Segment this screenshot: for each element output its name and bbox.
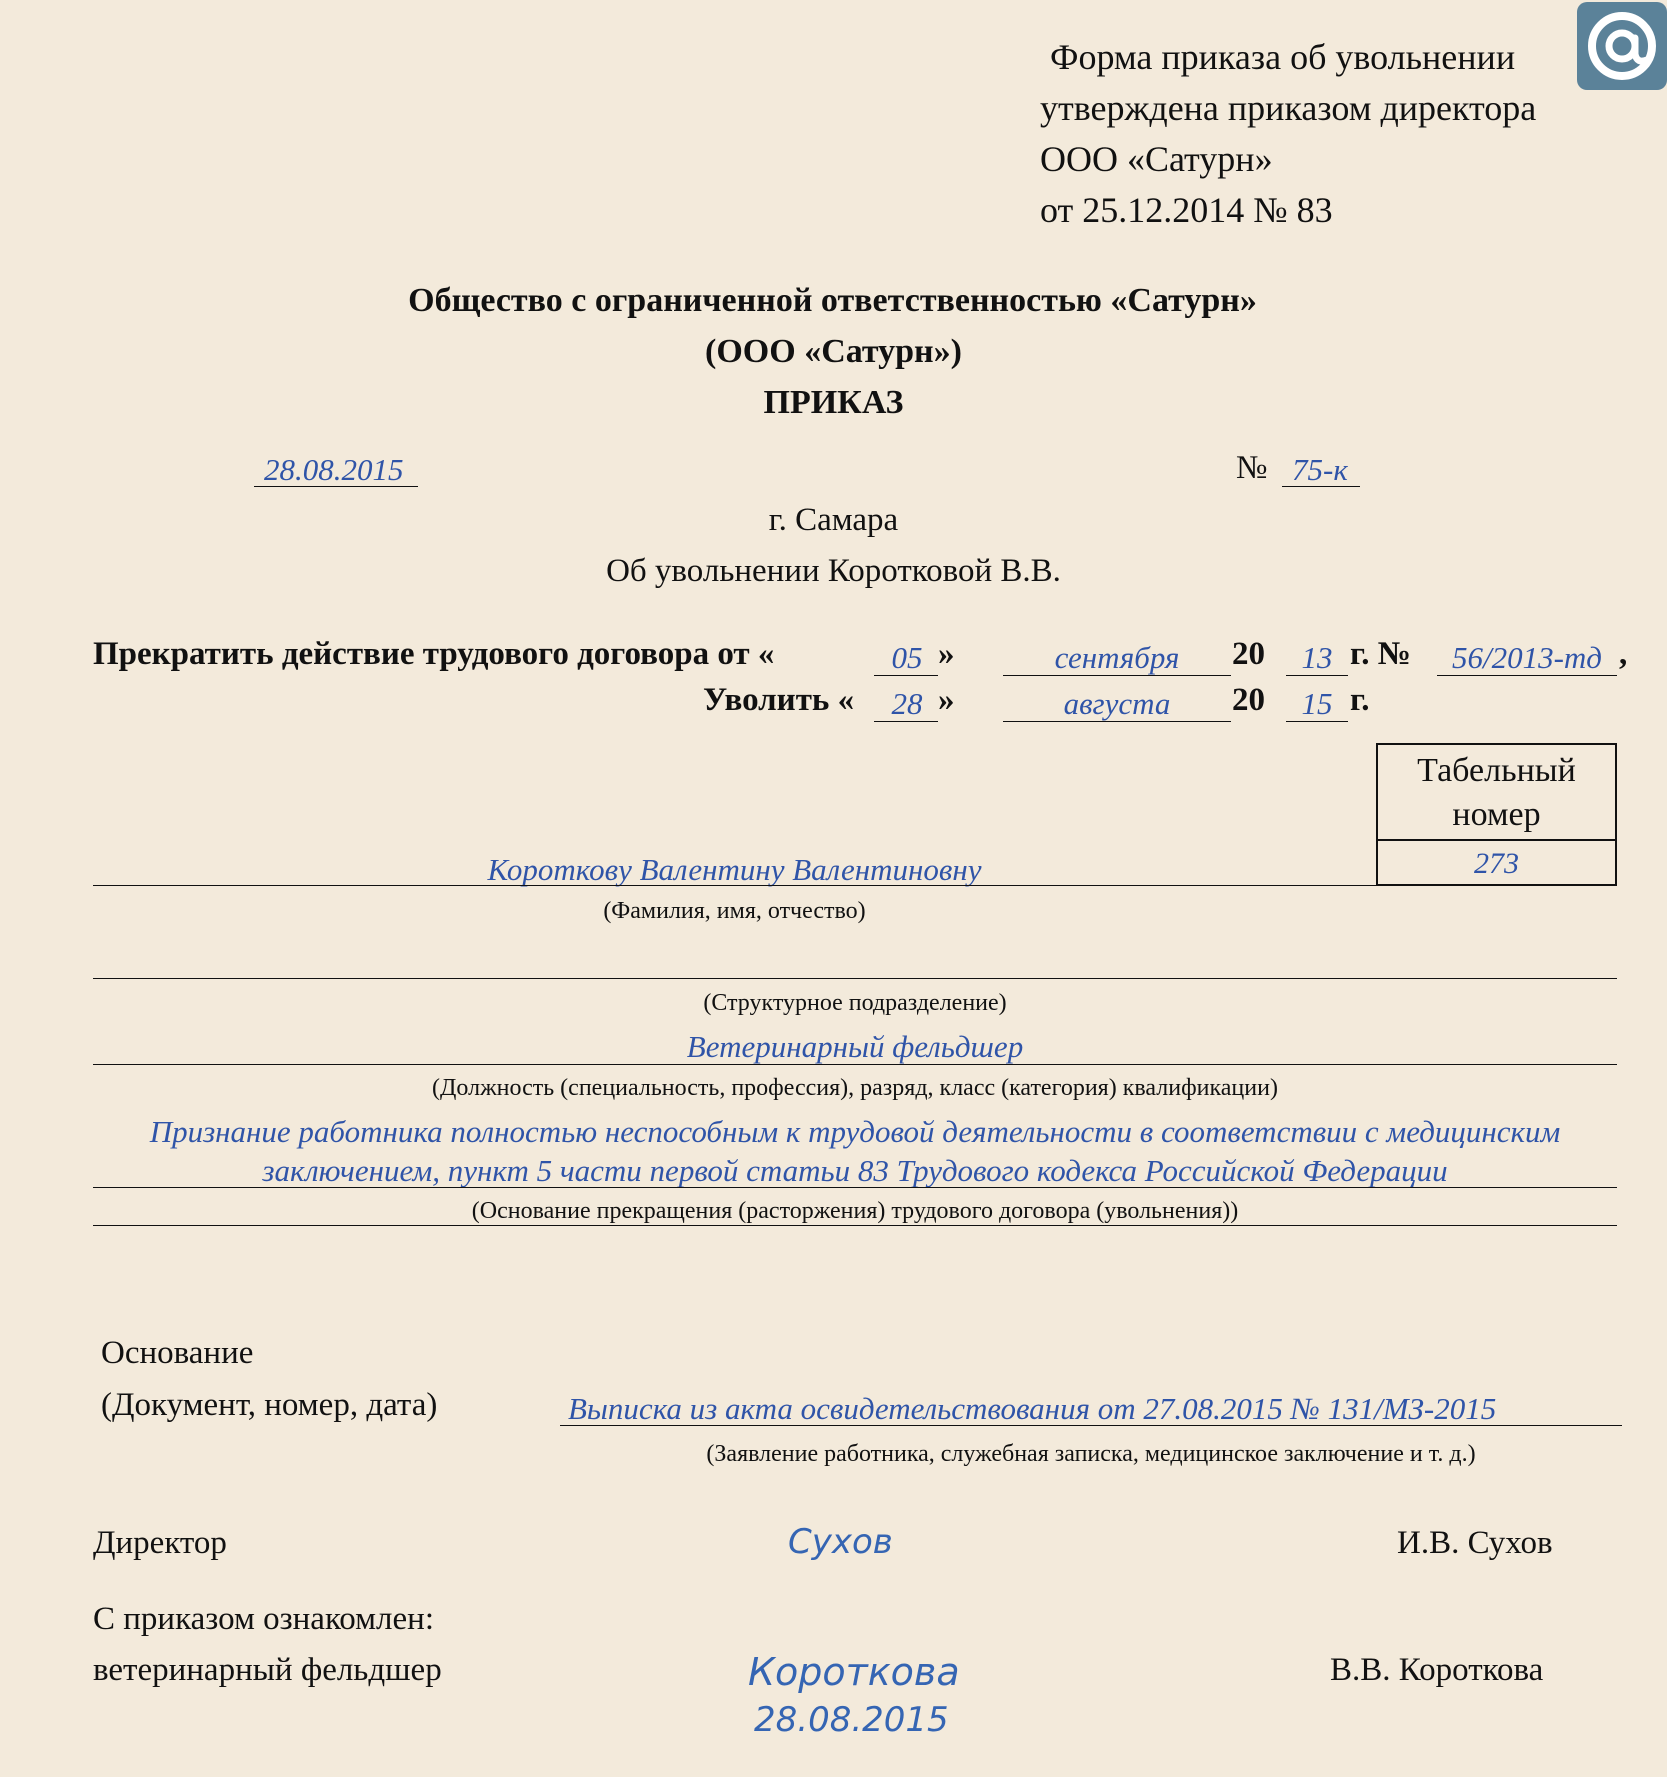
tabnum-value: 273 (1474, 847, 1519, 880)
employee-name: Короткову Валентину Валентиновну (487, 852, 982, 887)
order-date-underline (254, 486, 418, 487)
org-full-name: Общество с ограниченной ответственностью «Сатурн» (408, 282, 1257, 319)
order-number: 75-к (1292, 452, 1348, 487)
contract-number: 56/2013-тд (1451, 640, 1602, 675)
department-underline (93, 978, 1617, 979)
order-subject: Об увольнении Коротковой В.В. (606, 553, 1061, 589)
reason-underline (93, 1187, 1617, 1188)
department-caption: (Структурное подразделение) (703, 990, 1007, 1016)
contract-month: сентября (1054, 640, 1180, 675)
reason-line-1: Признание работника полностью неспособным к трудовой деятельности в соответствии с медицинским (149, 1114, 1561, 1149)
basis-label-1: Основание (101, 1335, 254, 1371)
dismiss-year-underline (1286, 721, 1348, 722)
dismiss-month: августа (1063, 686, 1171, 721)
employee-name-underline (93, 885, 1376, 886)
reason-caption-underline (93, 1225, 1617, 1226)
dismiss-day: 28 (891, 686, 923, 721)
terminate-label: Прекратить действие трудового договора от « (93, 636, 775, 672)
employee-name-caption: (Фамилия, имя, отчество) (603, 898, 866, 924)
contract-comma: , (1619, 636, 1628, 672)
org-short-name: (ООО «Сатурн») (705, 333, 962, 370)
contract-year-underline (1286, 675, 1348, 676)
contract-day: 05 (891, 640, 923, 675)
approval-line-2: утверждена приказом директора (1040, 88, 1537, 128)
order-number-label: № (1236, 450, 1268, 486)
order-city: г. Самара (768, 502, 899, 538)
director-name: И.В. Сухов (1397, 1525, 1553, 1561)
position-underline (93, 1064, 1617, 1065)
position-value: Ветеринарный фельдшер (686, 1029, 1024, 1064)
dismiss-month-underline (1003, 721, 1231, 722)
dismiss-day-close-quote: » (938, 682, 955, 718)
contract-day-close-quote: » (938, 636, 955, 672)
tabnum-table (1376, 743, 1617, 886)
contract-number-underline (1437, 675, 1617, 676)
dismiss-day-underline (874, 721, 938, 722)
at-sign-logo-icon (1577, 2, 1667, 90)
basis-value: Выписка из акта освидетельствования от 27.08.2015 № 131/МЗ-2015 (568, 1391, 1497, 1426)
ack-label-2: ветеринарный фельдшер (93, 1652, 442, 1688)
order-date: 28.08.2015 (264, 452, 404, 487)
employee-signature-date: 28.08.2015 (754, 1700, 949, 1740)
contract-year: 13 (1301, 640, 1333, 675)
contract-month-underline (1003, 675, 1231, 676)
dismiss-century: 20 (1232, 682, 1265, 718)
employee-signature: Короткова (748, 1650, 960, 1694)
contract-year-suffix: г. № (1350, 636, 1411, 672)
tabnum-header: Табельный номер (1378, 745, 1615, 841)
employee-name-signed: В.В. Короткова (1330, 1652, 1544, 1688)
dismiss-year-suffix: г. (1350, 682, 1370, 718)
approval-block (1040, 32, 1536, 236)
reason-line-2: заключением, пункт 5 части первой статьи 83 Трудового кодекса Российской Федерации (262, 1153, 1448, 1188)
director-signature: Сухов (788, 1522, 893, 1562)
contract-century: 20 (1232, 636, 1265, 672)
contract-day-underline (874, 675, 938, 676)
approval-line-4: от 25.12.2014 № 83 (1040, 190, 1333, 230)
ack-label-1: С приказом ознакомлен: (93, 1601, 435, 1637)
reason-caption: (Основание прекращения (расторжения) трудового договора (увольнения)) (471, 1198, 1239, 1224)
approval-line-1: Форма приказа об увольнении (1050, 37, 1516, 77)
basis-label-2: (Документ, номер, дата) (101, 1387, 438, 1423)
approval-line-3: ООО «Сатурн» (1040, 139, 1273, 179)
doc-type-title: ПРИКАЗ (763, 384, 904, 421)
director-label: Директор (93, 1525, 227, 1561)
basis-underline (560, 1425, 1622, 1426)
dismiss-label: Уволить « (703, 682, 855, 718)
position-caption: (Должность (специальность, профессия), разряд, класс (категория) квалификации) (432, 1075, 1278, 1101)
basis-caption: (Заявление работника, служебная записка, медицинское заключение и т. д.) (706, 1441, 1476, 1467)
dismiss-year: 15 (1301, 686, 1333, 721)
order-number-underline (1282, 486, 1360, 487)
